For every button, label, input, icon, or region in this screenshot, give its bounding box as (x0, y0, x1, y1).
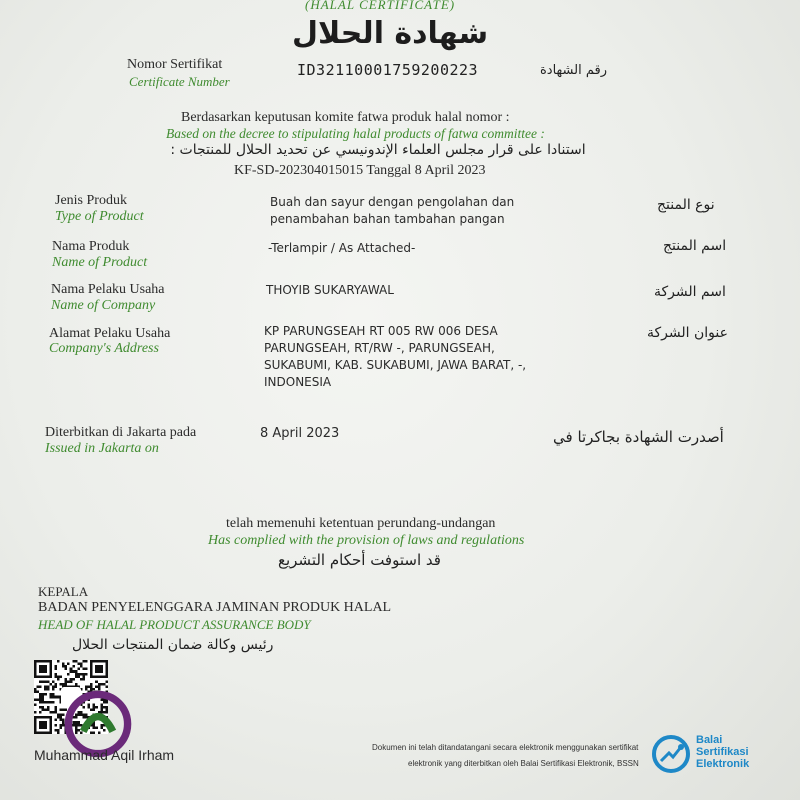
bsre-text-1: Balai (696, 734, 723, 746)
company-value: THOYIB SUKARYAWAL (266, 283, 394, 297)
compliance-line-id: telah memenuhi ketentuan perundang-undangan (226, 516, 496, 531)
issued-label-ar: أصدرت الشهادة بجاكرتا في (553, 428, 724, 446)
name-value: -Terlampir / As Attached- (268, 241, 416, 255)
halal-emblem-icon (61, 687, 81, 707)
decree-number: KF-SD-202304015015 Tanggal 8 April 2023 (234, 163, 486, 178)
compliance-line-en: Has complied with the provision of laws and regulations (208, 533, 525, 548)
type-label-en: Type of Product (55, 209, 144, 224)
qr-code-icon (34, 660, 108, 734)
signatory-title-ar: رئيس وكالة ضمان المنتجات الحلال (72, 637, 274, 653)
address-label-id: Alamat Pelaku Usaha (49, 326, 171, 341)
bsre-text-2: Sertifikasi (696, 746, 749, 758)
address-value: KP PARUNGSEAH RT 005 RW 006 DESA PARUNGSEAH, RT/RW -, PARUNGSEAH, SUKABUMI, KAB. SUKABUMI, JAWA BARAT, -, INDONESIA (264, 324, 527, 389)
signatory-name: Muhammad Aqil Irham (34, 747, 175, 763)
signatory-title-1: KEPALA (38, 584, 89, 599)
decree-line-en: Based on the decree to stipulating halal products of fatwa committee : (166, 126, 545, 141)
bsre-logo-icon (652, 735, 690, 773)
footer-note-1: Dokumen ini telah ditandatangani secara elektronik menggunakan sertifikat (372, 743, 639, 752)
type-value: Buah dan sayur dengan pengolahan dan penambahan bahan tambahan pangan (270, 195, 515, 226)
decree-line-ar: استنادا على قرار مجلس العلماء الإندونيسي عن تحديد الحلال للمنتجات : (170, 142, 586, 158)
issued-label-id: Diterbitkan di Jakarta pada (45, 425, 197, 440)
decree-line-id: Berdasarkan keputusan komite fatwa produk halal nomor : (181, 110, 510, 125)
certificate-top-label: (HALAL CERTIFICATE) (305, 0, 456, 12)
address-label-ar: عنوان الشركة (647, 325, 728, 341)
type-label-ar: نوع المنتج (657, 197, 715, 213)
issued-value: 8 April 2023 (260, 426, 340, 441)
signatory-title-en: HEAD OF HALAL PRODUCT ASSURANCE BODY (38, 617, 311, 632)
company-label-ar: اسم الشركة (654, 284, 726, 300)
address-label-en: Company's Address (49, 341, 159, 356)
bsre-text-3: Elektronik (696, 758, 750, 770)
cert-number-label-en: Certificate Number (129, 74, 230, 89)
footer-note-2: elektronik yang diterbitkan oleh Balai Sertifikasi Elektronik, BSSN (408, 759, 639, 768)
certificate-title-ar: شهادة الحلال (292, 16, 489, 51)
name-label-en: Name of Product (52, 255, 148, 270)
company-label-en: Name of Company (51, 298, 156, 313)
cert-number-label-id: Nomor Sertifikat (127, 57, 223, 72)
name-label-id: Nama Produk (52, 239, 130, 254)
signatory-title-2: BADAN PENYELENGGARA JAMINAN PRODUK HALAL (38, 600, 392, 615)
company-label-id: Nama Pelaku Usaha (51, 282, 165, 297)
cert-number-label-ar: رقم الشهادة (540, 63, 607, 78)
type-label-id: Jenis Produk (55, 193, 127, 208)
name-label-ar: اسم المنتج (663, 238, 727, 254)
cert-number-value: ID32110001759200223 (297, 61, 479, 79)
compliance-line-ar: قد استوفت أحكام التشريع (278, 551, 441, 569)
issued-label-en: Issued in Jakarta on (45, 441, 159, 456)
